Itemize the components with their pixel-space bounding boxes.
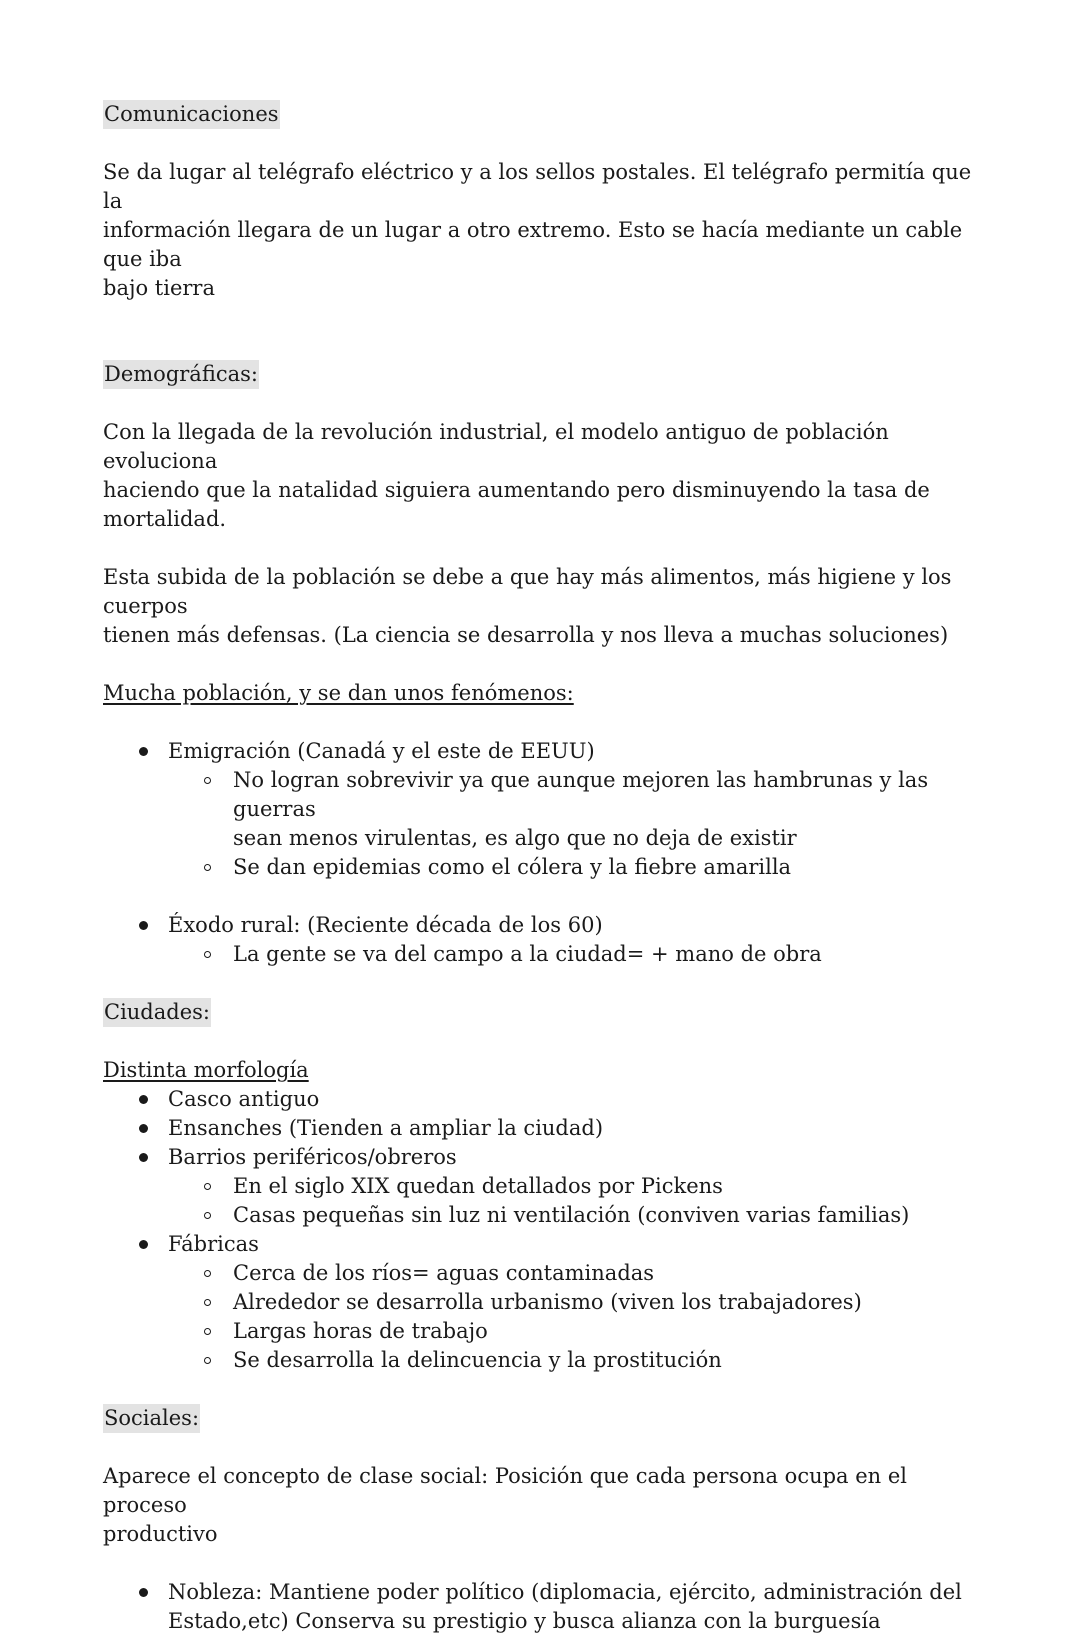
list-subitem: La gente se va del campo a la ciudad= + mano de obra — [103, 940, 983, 969]
demograficas-p2-line-1: Esta subida de la población se debe a que hay más alimentos, más higiene y los cuerpos — [103, 565, 952, 618]
list-subitem: Casas pequeñas sin luz ni ventilación (conviven varias familias) — [103, 1201, 983, 1230]
list-item: Barrios periféricos/obreros — [103, 1143, 983, 1172]
section-heading-demograficas: Demográficas: — [103, 360, 259, 389]
list-item: Éxodo rural: (Reciente década de los 60) — [103, 911, 983, 940]
list-item: Nobleza: Mantiene poder político (diplomacia, ejército, administración del — [103, 1578, 983, 1607]
demograficas-p1-line-2: haciendo que la natalidad siguiera aumentando pero disminuyendo la tasa de mortalidad. — [103, 478, 930, 531]
comunicaciones-line-3: bajo tierra — [103, 276, 215, 300]
bullet-icon — [139, 1153, 148, 1162]
section-heading-sociales: Sociales: — [103, 1404, 200, 1433]
circle-bullet-icon — [204, 777, 211, 784]
circle-bullet-icon — [204, 951, 211, 958]
sociales-line-1: Aparece el concepto de clase social: Posición que cada persona ocupa en el proceso — [103, 1464, 908, 1517]
list-subitem: Cerca de los ríos= aguas contaminadas — [103, 1259, 983, 1288]
demograficas-p2-line-2: tienen más defensas. (La ciencia se desarrolla y nos lleva a muchas soluciones) — [103, 623, 949, 647]
section-heading-comunicaciones: Comunicaciones — [103, 100, 280, 129]
list-subitem: Se desarrolla la delincuencia y la prostitución — [103, 1346, 983, 1375]
sociales-list — [103, 1578, 983, 1636]
bullet-icon — [139, 747, 148, 756]
ciudades-list — [103, 1085, 983, 1375]
circle-bullet-icon — [204, 1270, 211, 1277]
bullet-icon — [139, 921, 148, 930]
demograficas-list-2 — [103, 911, 983, 969]
list-item: Casco antiguo — [103, 1085, 983, 1114]
list-item: Ensanches (Tienden a ampliar la ciudad) — [103, 1114, 983, 1143]
circle-bullet-icon — [204, 1183, 211, 1190]
circle-bullet-icon — [204, 864, 211, 871]
document-page — [103, 100, 983, 1636]
bullet-icon — [139, 1588, 148, 1597]
sociales-line-2: productivo — [103, 1522, 218, 1546]
comunicaciones-line-2: información llegara de un lugar a otro extremo. Esto se hacía mediante un cable que iba — [103, 218, 963, 271]
list-item-continuation: Estado,etc) Conserva su prestigio y busca alianza con la burguesía — [168, 1609, 881, 1633]
list-subitem: En el siglo XIX quedan detallados por Pickens — [103, 1172, 983, 1201]
list-subitem-continuation: sean menos virulentas, es algo que no deja de existir — [233, 826, 797, 850]
circle-bullet-icon — [204, 1328, 211, 1335]
list-subitem: Se dan epidemias como el cólera y la fiebre amarilla — [103, 853, 983, 882]
circle-bullet-icon — [204, 1357, 211, 1364]
demograficas-subheading: Mucha población, y se dan unos fenómenos: — [103, 681, 574, 705]
demograficas-list-1 — [103, 737, 983, 882]
bullet-icon — [139, 1124, 148, 1133]
list-item: Emigración (Canadá y el este de EEUU) — [103, 737, 983, 766]
list-subitem: Alrededor se desarrolla urbanismo (viven los trabajadores) — [103, 1288, 983, 1317]
list-item: Fábricas — [103, 1230, 983, 1259]
list-subitem: No logran sobrevivir ya que aunque mejoren las hambrunas y las guerras — [103, 766, 983, 824]
circle-bullet-icon — [204, 1299, 211, 1306]
comunicaciones-line-1: Se da lugar al telégrafo eléctrico y a los sellos postales. El telégrafo permitía que la — [103, 160, 972, 213]
demograficas-p1-line-1: Con la llegada de la revolución industrial, el modelo antiguo de población evoluciona — [103, 420, 889, 473]
section-heading-ciudades: Ciudades: — [103, 998, 211, 1027]
ciudades-subheading: Distinta morfología — [103, 1058, 309, 1082]
bullet-icon — [139, 1095, 148, 1104]
list-subitem: Largas horas de trabajo — [103, 1317, 983, 1346]
circle-bullet-icon — [204, 1212, 211, 1219]
bullet-icon — [139, 1240, 148, 1249]
